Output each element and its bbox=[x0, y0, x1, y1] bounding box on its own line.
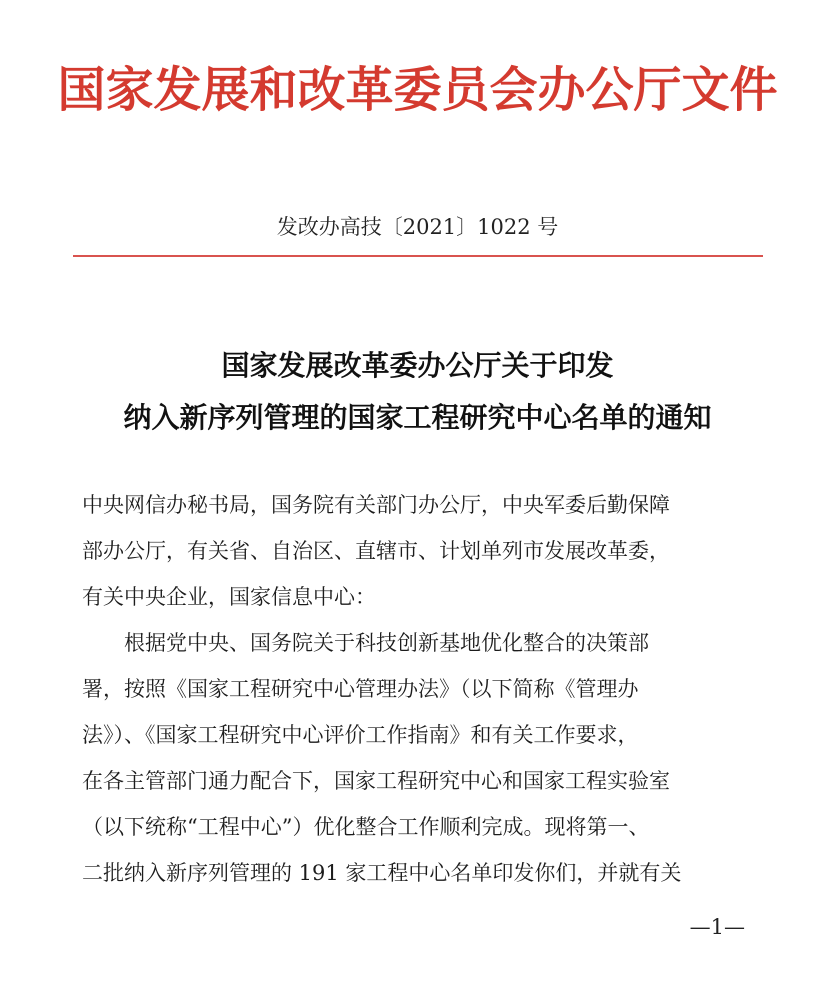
body-line: 有关中央企业，国家信息中心： bbox=[82, 585, 376, 609]
body-line: 法》）、《国家工程研究中心评价工作指南》和有关工作要求， bbox=[82, 723, 639, 747]
body-line: 中央网信办秘书局，国务院有关部门办公厅，中央军委后勤保障 bbox=[82, 493, 670, 517]
body-line: （以下统称“工程中心”）优化整合工作顺利完成。现将第一、 bbox=[82, 815, 650, 839]
body-line: 根据党中央、国务院关于科技创新基地优化整合的决策部 bbox=[124, 631, 649, 655]
masthead-title: 国家发展和改革委员会办公厅文件 bbox=[57, 62, 778, 118]
document-number: 发改办高技〔2021〕1022 号 bbox=[276, 215, 559, 239]
notice-title bbox=[0, 340, 835, 444]
body-line: 在各主管部门通力配合下，国家工程研究中心和国家工程实验室 bbox=[82, 769, 670, 793]
page-number: —1— bbox=[689, 915, 745, 939]
red-separator-line bbox=[73, 255, 763, 257]
body-text bbox=[82, 482, 762, 896]
body-line: 部办公厅，有关省、自治区、直辖市、计划单列市发展改革委， bbox=[82, 539, 670, 563]
body-line: 署，按照《国家工程研究中心管理办法》（以下简称《管理办 bbox=[82, 677, 639, 701]
notice-title-line-2: 纳入新序列管理的国家工程研究中心名单的通知 bbox=[123, 401, 712, 434]
notice-title-line-1: 国家发展改革委办公厅关于印发 bbox=[221, 349, 614, 382]
body-line: 二批纳入新序列管理的 191 家工程中心名单印发你们，并就有关 bbox=[82, 861, 682, 885]
